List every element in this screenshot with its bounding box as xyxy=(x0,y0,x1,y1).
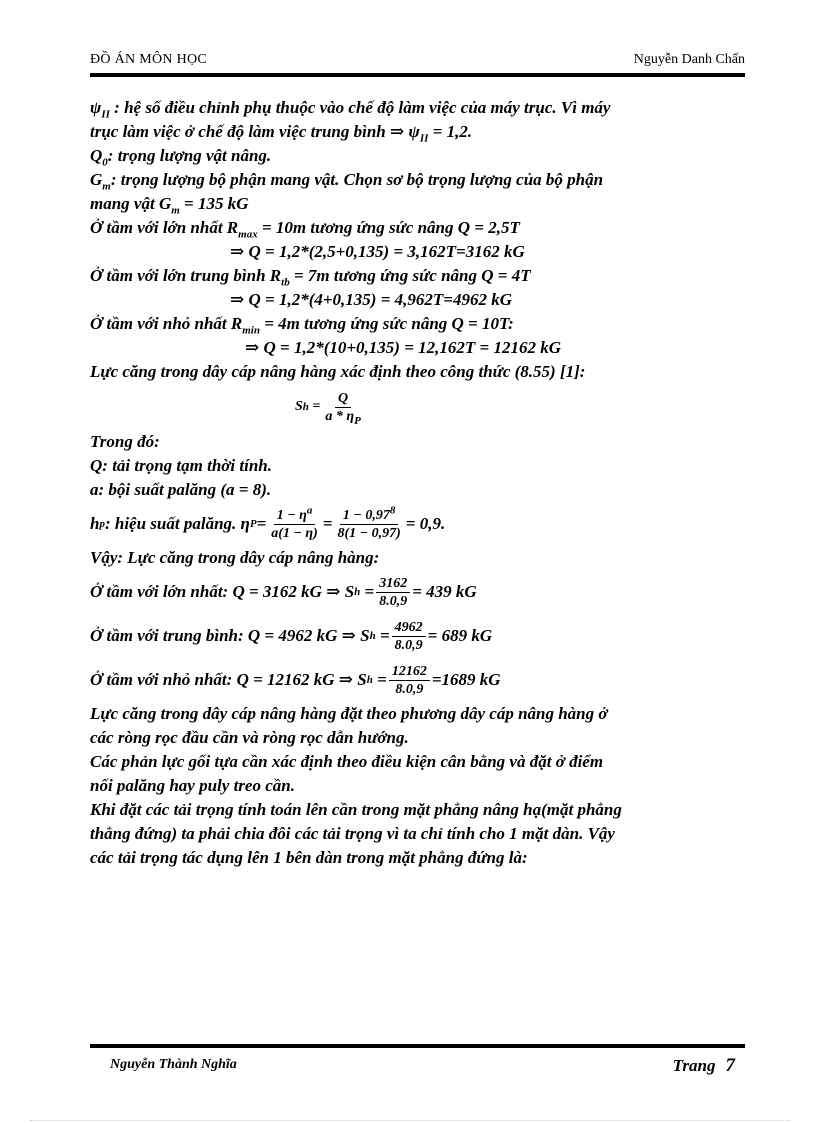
text-line: thẳng đứng) ta phải chia đôi các tải trọng vì ta chỉ tính cho 1 mặt dàn. Vậy xyxy=(90,824,615,843)
text-line: $Q_0$: trọng lượng vật nâng. xyxy=(90,146,272,169)
result-min-reach: Ở tầm với nhỏ nhất: Q = 12162 kG ⇒ S h = $\frac{12162}{8.0,9}$ =1689 kG xyxy=(90,663,501,697)
formula-tension: S h = $\frac{Q}{a * \eta_P}$ xyxy=(90,384,730,430)
fraction: $\frac{Q}{a * \eta_P}$ xyxy=(325,390,361,427)
text-line: Vậy: Lực căng trong dây cáp nâng hàng: xyxy=(90,548,380,567)
text-line: ⇒ Q = 1,2*(4+0,135) = 4,962T=4962 kG xyxy=(230,290,513,309)
text-line: a: bội suất palăng (a = 8). xyxy=(90,480,272,499)
text-line: trục làm việc ở chế độ làm việc trung bình ⇒ $\psi_{II} = 1,2$. xyxy=(90,122,473,145)
result-mid-reach: Ở tầm với trung bình: Q = 4962 kG ⇒ S h = $\frac{4962}{8.0,9}$ = 689 kG xyxy=(90,619,493,653)
text-line: các ròng rọc đầu cần và ròng rọc dẫn hướng. xyxy=(90,728,409,747)
text-line: Các phản lực gối tựa cần xác định theo điều kiện cân bằng và đặt ở điểm xyxy=(90,752,604,771)
text-line: các tải trọng tác dụng lên 1 bên dàn trong mặt phẳng đứng là: xyxy=(90,848,528,867)
bottom-divider xyxy=(30,1120,790,1121)
header-author: Nguyễn Danh Chấn xyxy=(633,52,745,67)
page-footer xyxy=(110,1055,735,1079)
text-line: mang vật $G_m = 135$ kG xyxy=(90,194,249,217)
text-line: nối palăng hay puly treo cần. xyxy=(90,776,295,795)
text-line: ⇒ Q = 1,2*(2,5+0,135) = 3,162T=3162 kG xyxy=(230,242,525,261)
fraction: $\frac{4962}{8.0,9}$ xyxy=(392,619,426,654)
fraction: $\frac{1 - 0,97^8}{8(1 - 0,97)}$ xyxy=(337,503,401,541)
header-title: ĐỒ ÁN MÔN HỌC xyxy=(90,52,208,67)
text-line: $G_m$: trọng lượng bộ phận mang vật. Chọn sơ bộ trọng lượng của bộ phận xyxy=(90,170,604,193)
text-line: Khi đặt các tải trọng tính toán lên cần trong mặt phẳng nâng hạ(mặt phẳng xyxy=(90,800,622,819)
footer-rule xyxy=(90,1044,745,1048)
text-line: ⇒ Q = 1,2*(10+0,135) = 12,162T = 12162 kG xyxy=(245,338,562,357)
formula-efficiency: h p : hiệu suất palăng. η P = $\frac{1 - \eta^a}{a(1 - \eta)}$ = $\frac{1 - 0,97^8}{8(1 - 0,97)}$ = 0,9. xyxy=(90,503,446,541)
result-max-reach: Ở tầm với lớn nhất: Q = 3162 kG ⇒ S h = $\frac{3162}{8.0,9}$ = 439 kG xyxy=(90,575,477,609)
page-number: Trang 7 xyxy=(672,1055,735,1076)
text-line: Trong đó: xyxy=(90,432,160,451)
header-rule xyxy=(90,73,745,77)
footer-author: Nguyễn Thành Nghĩa xyxy=(110,1057,237,1072)
text-line: Q: tải trọng tạm thời tính. xyxy=(90,456,273,475)
text-line: Lực căng trong dây cáp nâng hàng xác định theo công thức (8.55) [1]: xyxy=(90,362,586,381)
text-line: Ở tầm với lớn nhất $R_{max} = 10m$ tương ứng sức nâng Q = 2,5T xyxy=(90,218,520,241)
fraction: $\frac{1 - \eta^a}{a(1 - \eta)}$ xyxy=(271,503,318,541)
page-header xyxy=(90,52,745,72)
text-line: Lực căng trong dây cáp nâng hàng đặt theo phương dây cáp nâng hàng ở xyxy=(90,704,608,723)
fraction: $\frac{3162}{8.0,9}$ xyxy=(376,575,410,610)
text-line: Ở tầm với nhỏ nhất $R_{min} = 4m$ tương ứng sức nâng Q = 10T: xyxy=(90,314,514,337)
text-line: Ở tầm với lớn trung bình $R_{tb} = 7m$ tương ứng sức nâng Q = 4T xyxy=(90,266,531,289)
fraction: $\frac{12162}{8.0,9}$ xyxy=(389,663,430,698)
document-body xyxy=(90,96,730,870)
text-line: $\psi_{II}$ : hệ số điều chỉnh phụ thuộc vào chế độ làm việc của máy trục. Vì máy xyxy=(90,98,611,121)
